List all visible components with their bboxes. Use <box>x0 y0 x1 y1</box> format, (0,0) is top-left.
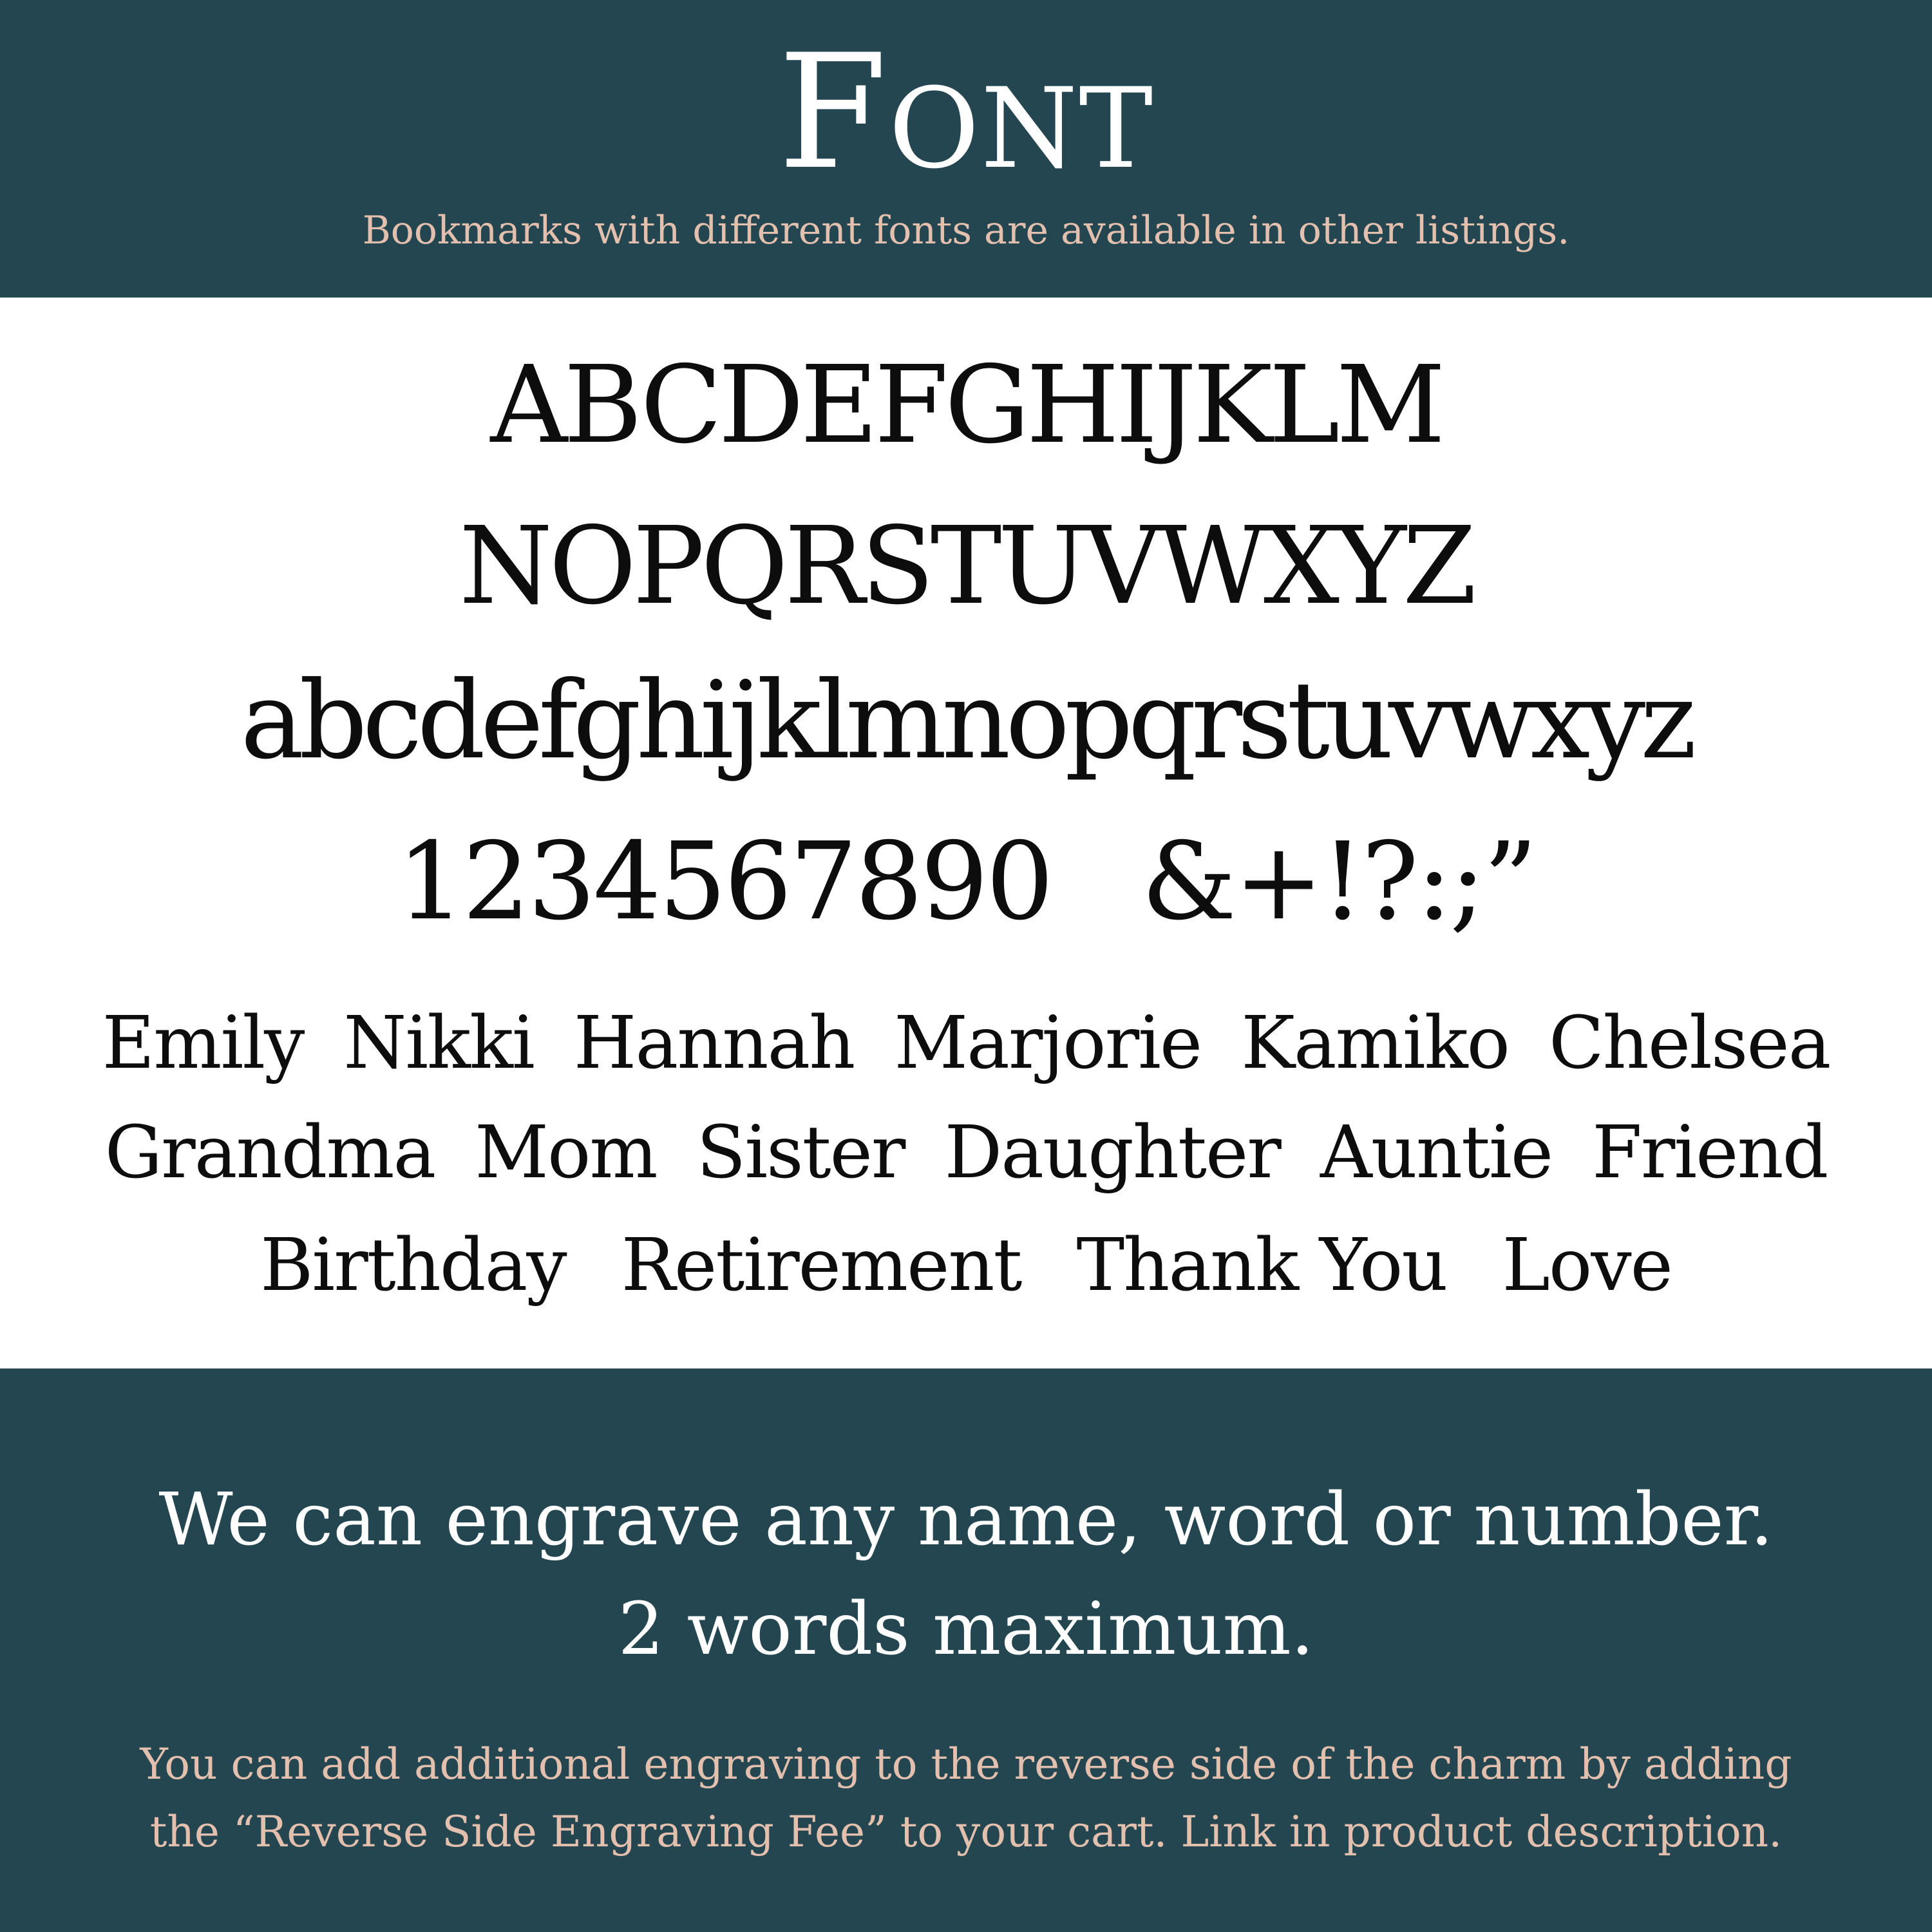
example-word: Auntie <box>1320 1111 1553 1195</box>
example-occasions-row <box>0 1224 1932 1307</box>
lowercase-sample-line: abcdefghijklmnopqrstuvwxyz <box>240 659 1692 783</box>
example-word: Thank You <box>1076 1224 1447 1307</box>
example-word: Sister <box>696 1111 905 1195</box>
example-names-row <box>0 1001 1932 1085</box>
example-word: Kamiko <box>1241 1001 1509 1085</box>
example-word: Emily <box>102 1001 304 1085</box>
example-word: Birthday <box>260 1224 566 1307</box>
reverse-engraving-note-line-2: the “Reverse Side Engraving Fee” to your cart. Link in product description. <box>149 1807 1783 1857</box>
uppercase-sample-line-2: NOPQRSTUVWXYZ <box>459 504 1473 629</box>
example-relations-row <box>0 1111 1932 1195</box>
numbers-symbols-line <box>0 820 1932 944</box>
engrave-info-line-1: We can engrave any name, word or number. <box>158 1478 1774 1562</box>
example-word: Chelsea <box>1548 1001 1830 1085</box>
example-word: Love <box>1502 1224 1672 1307</box>
example-word: Friend <box>1592 1111 1828 1195</box>
example-word: Grandma <box>104 1111 435 1195</box>
example-word: Retirement <box>621 1224 1021 1307</box>
example-word: Hannah <box>573 1001 855 1085</box>
page-title: Font <box>777 21 1155 204</box>
example-word: Mom <box>475 1111 657 1195</box>
example-word: Daughter <box>944 1111 1280 1195</box>
symbols-sample: &+!?:;” <box>1141 820 1535 944</box>
page-subtitle: Bookmarks with different fonts are available in other listings. <box>362 208 1570 253</box>
engrave-info-line-2: 2 words maximum. <box>618 1587 1314 1671</box>
uppercase-sample-line-1: ABCDEFGHIJKLM <box>490 343 1442 468</box>
reverse-engraving-note-line-1: You can add additional engraving to the reverse side of the charm by adding <box>140 1739 1792 1789</box>
numbers-sample: 1234567890 <box>397 820 1052 944</box>
example-word: Nikki <box>343 1001 534 1085</box>
example-word: Marjorie <box>894 1001 1202 1085</box>
